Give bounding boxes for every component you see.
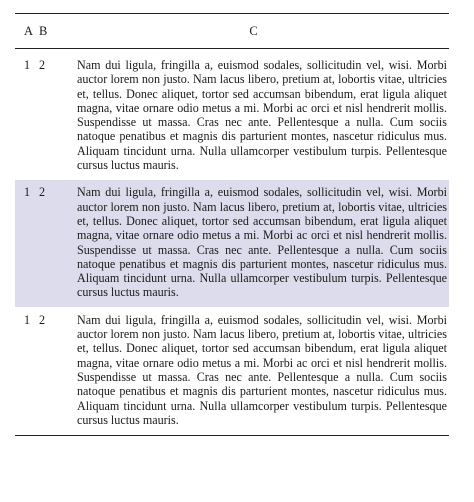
row-cell-a: 1 xyxy=(24,312,31,327)
table-row xyxy=(15,49,449,180)
table-row xyxy=(15,307,449,435)
header-cell-b: B xyxy=(39,23,48,38)
header-cell-c: C xyxy=(249,23,258,38)
row-cell-c: Nam dui ligula, fringilla a, euismod sodales, sollicitudin vel, wisi. Morbi auctor lorem non justo. Nam lacus libero, pretium at, lobortis vitae, ultricies et, tellus. Donec aliquet, tortor sed accumsan bibendum, erat ligula aliquet magna, vitae ornare odio metus a mi. Morbi ac orci et nisl hendrerit mollis. Suspendisse ut massa. Cras nec ante. Pellentesque a nulla. Cum sociis natoque penatibus et magnis dis parturient montes, nascetur ridiculus mus. Aliquam tincidunt urna. Nulla ullamcorper vestibulum turpis. Pellentesque cursus luctus mauris. xyxy=(77,185,447,300)
header-cell-a: A xyxy=(24,23,34,38)
row-cell-b: 2 xyxy=(39,58,46,72)
row-cell-c: Nam dui ligula, fringilla a, euismod sodales, sollicitudin vel, wisi. Morbi auctor lorem non justo. Nam lacus libero, pretium at, lobortis vitae, ultricies et, tellus. Donec aliquet, tortor sed accumsan bibendum, erat ligula aliquet magna, vitae ornare odio metus a mi. Morbi ac orci et nisl hendrerit mollis. Suspendisse ut massa. Cras nec ante. Pellentesque a nulla. Cum sociis natoque penatibus et magnis dis parturient montes, nascetur ridiculus mus. Aliquam tincidunt urna. Nulla ullamcorper vestibulum turpis. Pellentesque cursus luctus mauris. xyxy=(77,312,447,427)
data-table xyxy=(15,13,449,436)
row-cell-c: Nam dui ligula, fringilla a, euismod sodales, sollicitudin vel, wisi. Morbi auctor lorem non justo. Nam lacus libero, pretium at, lobortis vitae, ultricies et, tellus. Donec aliquet, tortor sed accumsan bibendum, erat ligula aliquet magna, vitae ornare odio metus a mi. Morbi ac orci et nisl hendrerit mollis. Suspendisse ut massa. Cras nec ante. Pellentesque a nulla. Cum sociis natoque penatibus et magnis dis parturient montes, nascetur ridiculus mus. Aliquam tincidunt urna. Nulla ullamcorper vestibulum turpis. Pellentesque cursus luctus mauris. xyxy=(77,58,447,173)
row-cell-b: 2 xyxy=(39,185,46,200)
table-row-shaded xyxy=(15,180,449,306)
row-cell-a: 1 xyxy=(24,58,31,72)
row-cell-b: 2 xyxy=(39,312,46,327)
row-cell-a: 1 xyxy=(24,185,31,200)
table-header-row xyxy=(15,14,449,48)
table-bottom-rule xyxy=(15,435,449,436)
